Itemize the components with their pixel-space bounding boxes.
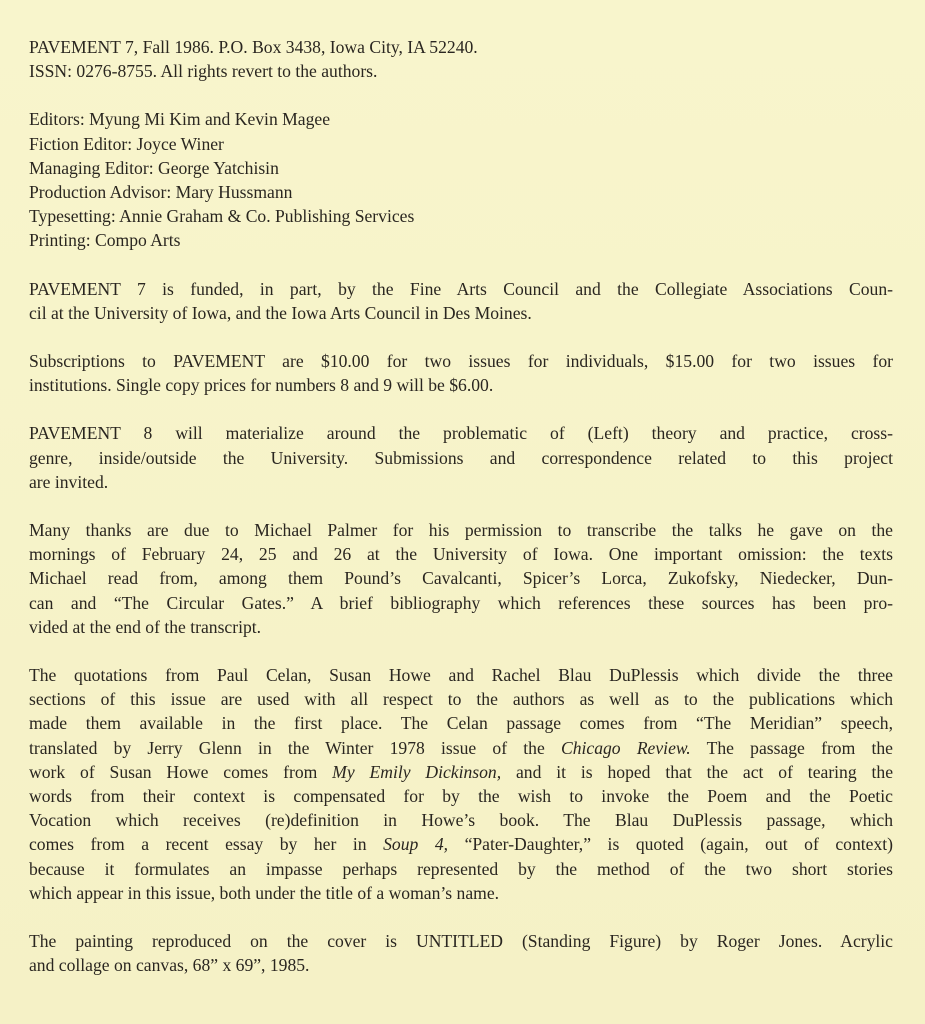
paragraph-line: PAVEMENT 7 is funded, in part, by the Fine Arts Council and the Collegiate Associations Coun- [29,278,893,299]
cover-credit-paragraph [29,929,893,977]
text-run: The passage from the [690,737,893,758]
colophon-text [29,35,893,1002]
staff-production-advisor: Production Advisor: Mary Hussmann [29,182,293,203]
paragraph-line: and collage on canvas, 68” x 69”, 1985. [29,955,310,976]
publication-title: Chicago Review. [560,737,691,758]
paragraph-line: words from their context is compensated for by the wish to invoke the Poem and the Poetic [29,786,893,807]
text-run: translated by Jerry Glenn in the Winter 1978 issue of the [29,737,561,758]
paragraph-line: sections of this issue are used with all respect to the authors as well as to the publications which [29,689,893,710]
text-run: work of Susan Howe comes from [29,761,333,782]
paragraph-line: Michael read from, among them Pound’s Cavalcanti, Spicer’s Lorca, Zukofsky, Niedecker, Dun- [29,568,893,589]
masthead [29,35,893,83]
staff-fiction-editor: Fiction Editor: Joyce Winer [29,133,224,154]
staff-typesetting: Typesetting: Annie Graham & Co. Publishing Services [29,206,415,227]
paragraph-line [29,736,893,760]
paragraph-line [29,760,893,784]
paragraph-line: are invited. [29,471,109,492]
paragraph-line: which appear in this issue, both under the title of a woman’s name. [29,882,500,903]
masthead-line: ISSN: 0276-8755. All rights revert to the authors. [29,61,378,82]
publication-title: Soup 4, [383,834,449,855]
paragraph-line [29,832,893,856]
text-run: and it is hoped that the act of tearing the [501,761,894,782]
paragraph-line: cil at the University of Iowa, and the Iowa Arts Council in Des Moines. [29,302,532,323]
staff-editors: Editors: Myung Mi Kim and Kevin Magee [29,109,331,130]
quotations-paragraph [29,663,893,905]
text-run: comes from a recent essay by her in [29,834,384,855]
funding-paragraph [29,277,893,325]
staff-printing: Printing: Compo Arts [29,230,181,251]
staff-managing-editor: Managing Editor: George Yatchisin [29,157,279,178]
thanks-paragraph [29,518,893,639]
paragraph-line: institutions. Single copy prices for numbers 8 and 9 will be $6.00. [29,375,494,396]
paragraph-line: vided at the end of the transcript. [29,616,262,637]
paragraph-line: PAVEMENT 8 will materialize around the problematic of (Left) theory and practice, cross- [29,423,893,444]
paragraph-line: genre, inside/outside the University. Submissions and correspondence related to this project [29,447,893,468]
paragraph-line: can and “The Circular Gates.” A brief bibliography which references these sources has been pro- [29,592,893,613]
subscriptions-paragraph [29,349,893,397]
paragraph-line: The painting reproduced on the cover is UNTITLED (Standing Figure) by Roger Jones. Acrylic [29,931,893,952]
paragraph-line: mornings of February 24, 25 and 26 at the University of Iowa. One important omission: the texts [29,544,893,565]
paragraph-line: Vocation which receives (re)definition in Howe’s book. The Blau DuPlessis passage, which [29,810,893,831]
paragraph-line: Subscriptions to PAVEMENT are $10.00 for two issues for individuals, $15.00 for two issues for [29,351,893,372]
next-issue-paragraph [29,421,893,494]
text-run: “Pater-Daughter,” is quoted (again, out of context) [448,834,894,855]
paragraph-line: because it formulates an impasse perhaps represented by the method of the two short stories [29,858,893,879]
staff-list [29,107,893,252]
book-title: My Emily Dickinson, [332,761,502,782]
paragraph-line: The quotations from Paul Celan, Susan Howe and Rachel Blau DuPlessis which divide the three [29,665,893,686]
paragraph-line: Many thanks are due to Michael Palmer for his permission to transcribe the talks he gave on the [29,520,893,541]
paragraph-line: made them available in the first place. The Celan passage comes from “The Meridian” speech, [29,713,893,734]
masthead-line: PAVEMENT 7, Fall 1986. P.O. Box 3438, Iowa City, IA 52240. [29,37,478,57]
